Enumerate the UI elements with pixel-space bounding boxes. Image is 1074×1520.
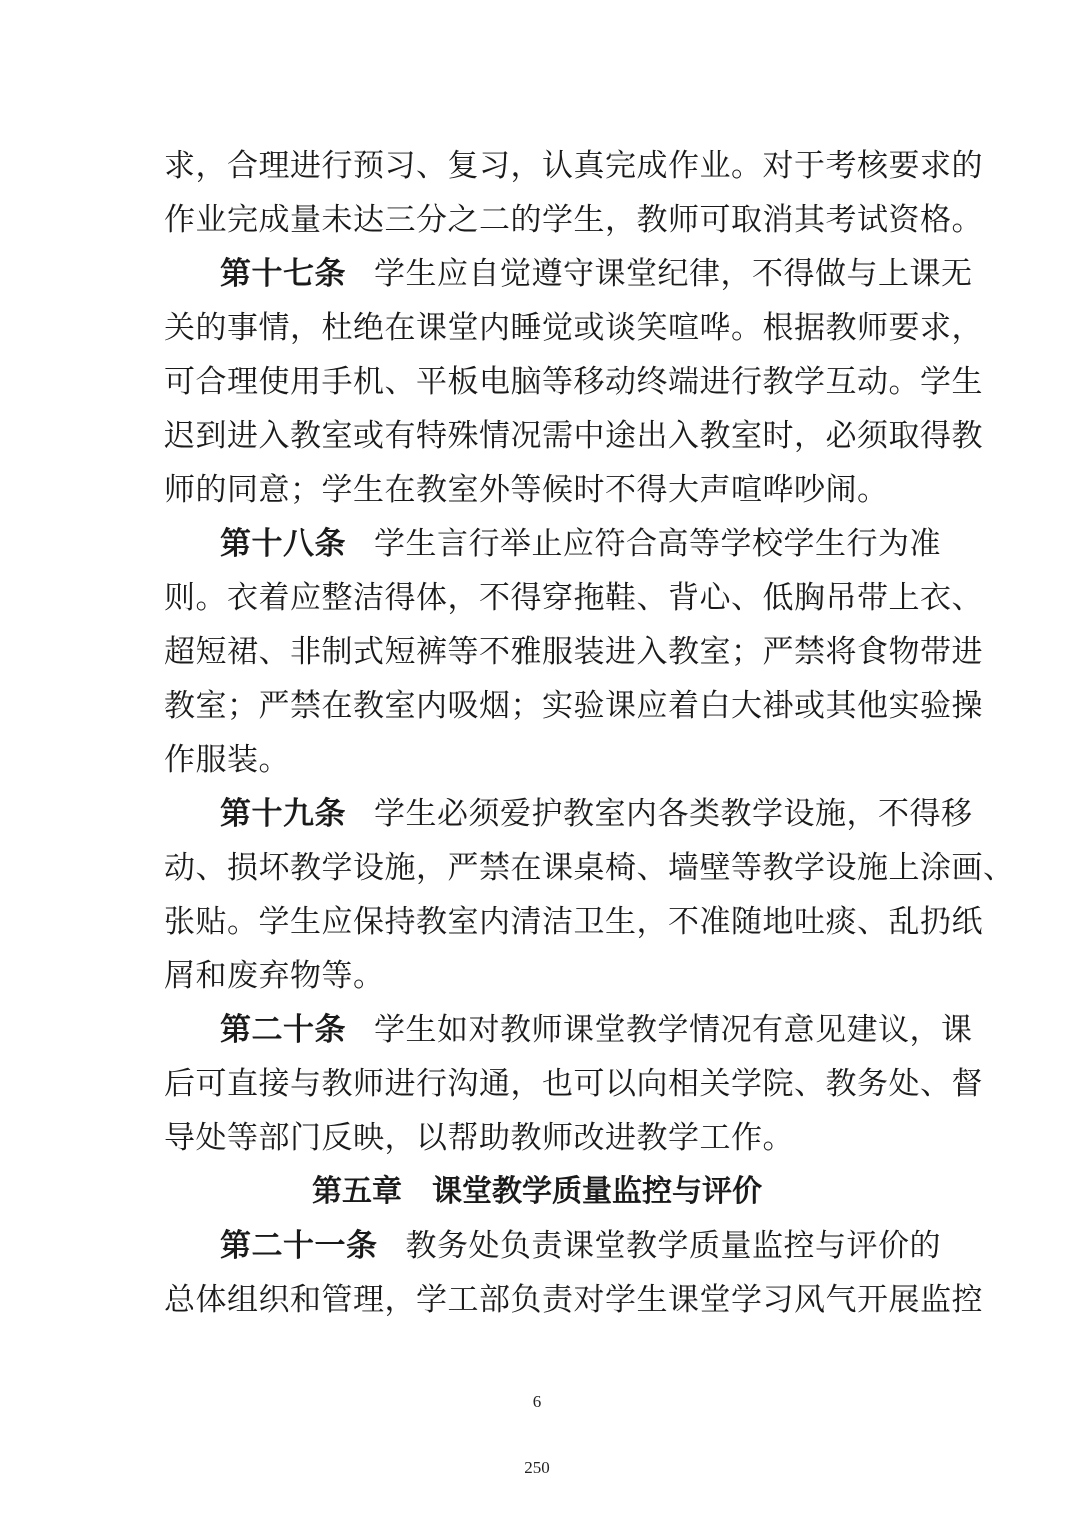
text-line: 可合理使用手机、平板电脑等移动终端进行教学互动。学生	[164, 364, 983, 400]
text-line: 作服装。	[164, 742, 290, 778]
text-line: 超短裙、非制式短裤等不雅服装进入教室；严禁将食物带进	[164, 634, 983, 670]
article-17-first-line	[220, 254, 973, 294]
text-line: 后可直接与教师进行沟通，也可以向相关学院、教务处、督	[164, 1066, 983, 1102]
article-text: 学生如对教师课堂教学情况有意见建议，课	[374, 1012, 973, 1048]
article-20-first-line	[220, 1010, 973, 1050]
article-text: 学生言行举止应符合高等学校学生行为准	[374, 526, 941, 562]
text-line: 总体组织和管理，学工部负责对学生课堂学习风气开展监控	[164, 1282, 983, 1318]
text-line: 则。衣着应整洁得体，不得穿拖鞋、背心、低胸吊带上衣、	[164, 580, 983, 616]
text-line: 关的事情，杜绝在课堂内睡觉或谈笑喧哗。根据教师要求，	[164, 310, 983, 346]
chapter-title: 第五章 课堂教学质量监控与评价	[312, 1174, 762, 1209]
article-heading: 第二十条	[220, 1012, 346, 1048]
article-heading: 第十七条	[220, 256, 346, 292]
text-line: 张贴。学生应保持教室内清洁卫生，不准随地吐痰、乱扔纸	[164, 904, 983, 940]
page-number: 6	[532, 1392, 542, 1411]
text-line: 作业完成量未达三分之二的学生，教师可取消其考试资格。	[164, 202, 983, 238]
text-line: 导处等部门反映，以帮助教师改进教学工作。	[164, 1120, 794, 1156]
article-text: 教务处负责课堂教学质量监控与评价的	[405, 1228, 941, 1264]
text-line: 屑和废弃物等。	[164, 958, 385, 994]
text-line: 师的同意；学生在教室外等候时不得大声喧哗吵闹。	[164, 472, 889, 508]
text-line: 迟到进入教室或有特殊情况需中途出入教室时，必须取得教	[164, 418, 983, 454]
article-19-first-line	[220, 794, 973, 834]
article-text: 学生应自觉遵守课堂纪律，不得做与上课无	[374, 256, 973, 292]
text-line: 教室；严禁在教室内吸烟；实验课应着白大褂或其他实验操	[164, 688, 983, 724]
article-text: 学生必须爱护教室内各类教学设施，不得移	[374, 796, 973, 832]
total-page-number: 250	[524, 1458, 550, 1477]
article-21-first-line	[220, 1226, 941, 1266]
article-18-first-line	[220, 524, 941, 564]
article-heading: 第二十一条	[220, 1228, 378, 1264]
text-line: 动、损坏教学设施，严禁在课桌椅、墙壁等教学设施上涂画、	[164, 850, 1015, 886]
article-heading: 第十八条	[220, 526, 346, 562]
article-heading: 第十九条	[220, 796, 346, 832]
text-line: 求，合理进行预习、复习，认真完成作业。对于考核要求的	[164, 148, 983, 184]
